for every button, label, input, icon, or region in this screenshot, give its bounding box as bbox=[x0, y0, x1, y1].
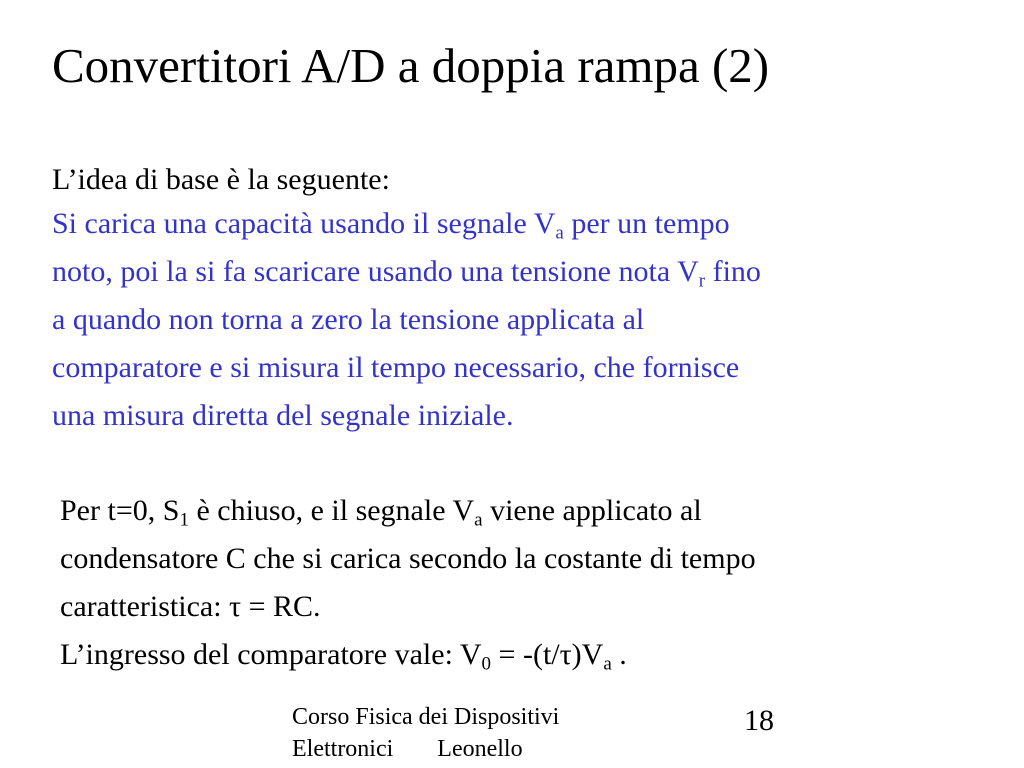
subscript: r bbox=[698, 270, 706, 292]
highlighted-paragraph bbox=[52, 200, 761, 440]
text-run: viene applicato al bbox=[482, 494, 702, 527]
subscript: a bbox=[555, 222, 564, 244]
paragraph-line: una misura diretta del segnale iniziale. bbox=[52, 399, 514, 432]
subscript: a bbox=[603, 653, 612, 675]
text-run: . bbox=[611, 638, 627, 671]
page-number: 18 bbox=[744, 704, 774, 737]
paragraph-line bbox=[52, 200, 761, 248]
text-run: per un tempo bbox=[563, 207, 730, 240]
slide-footer bbox=[292, 701, 559, 765]
text-run: noto, poi la si fa scaricare usando una tensione nota V bbox=[52, 255, 699, 288]
paragraph-line: comparatore e si misura il tempo necessario, che fornisce bbox=[52, 351, 740, 384]
text-run: Per t=0, S bbox=[60, 494, 180, 527]
body-paragraph bbox=[60, 487, 756, 679]
text-run: fino bbox=[705, 255, 761, 288]
footer-text: Elettronici bbox=[292, 736, 394, 762]
intro-text: L’idea di base è la seguente: bbox=[52, 163, 390, 196]
text-run: L’ingresso del comparatore vale: V bbox=[60, 638, 482, 671]
slide-title: Convertitori A/D a doppia rampa (2) bbox=[52, 38, 770, 93]
paragraph-line: condensatore C che si carica secondo la costante di tempo bbox=[60, 542, 756, 575]
text-run: = -(t/τ)V bbox=[491, 638, 604, 671]
footer-course-line: Corso Fisica dei Dispositivi bbox=[292, 704, 560, 730]
text-run: Si carica una capacità usando il segnale V bbox=[52, 207, 556, 240]
text-run: è chiuso, e il segnale V bbox=[188, 494, 475, 527]
subscript: 0 bbox=[481, 653, 492, 675]
paragraph-line bbox=[52, 248, 761, 296]
subscript: a bbox=[474, 509, 483, 531]
paragraph-line: a quando non torna a zero la tensione applicata al bbox=[52, 303, 645, 336]
footer-author-line bbox=[292, 733, 559, 765]
subscript: 1 bbox=[179, 509, 189, 531]
paragraph-line: caratteristica: τ = RC. bbox=[60, 590, 321, 623]
paragraph-line bbox=[60, 631, 756, 679]
footer-author: Leonello bbox=[437, 736, 523, 762]
paragraph-line bbox=[60, 487, 756, 535]
